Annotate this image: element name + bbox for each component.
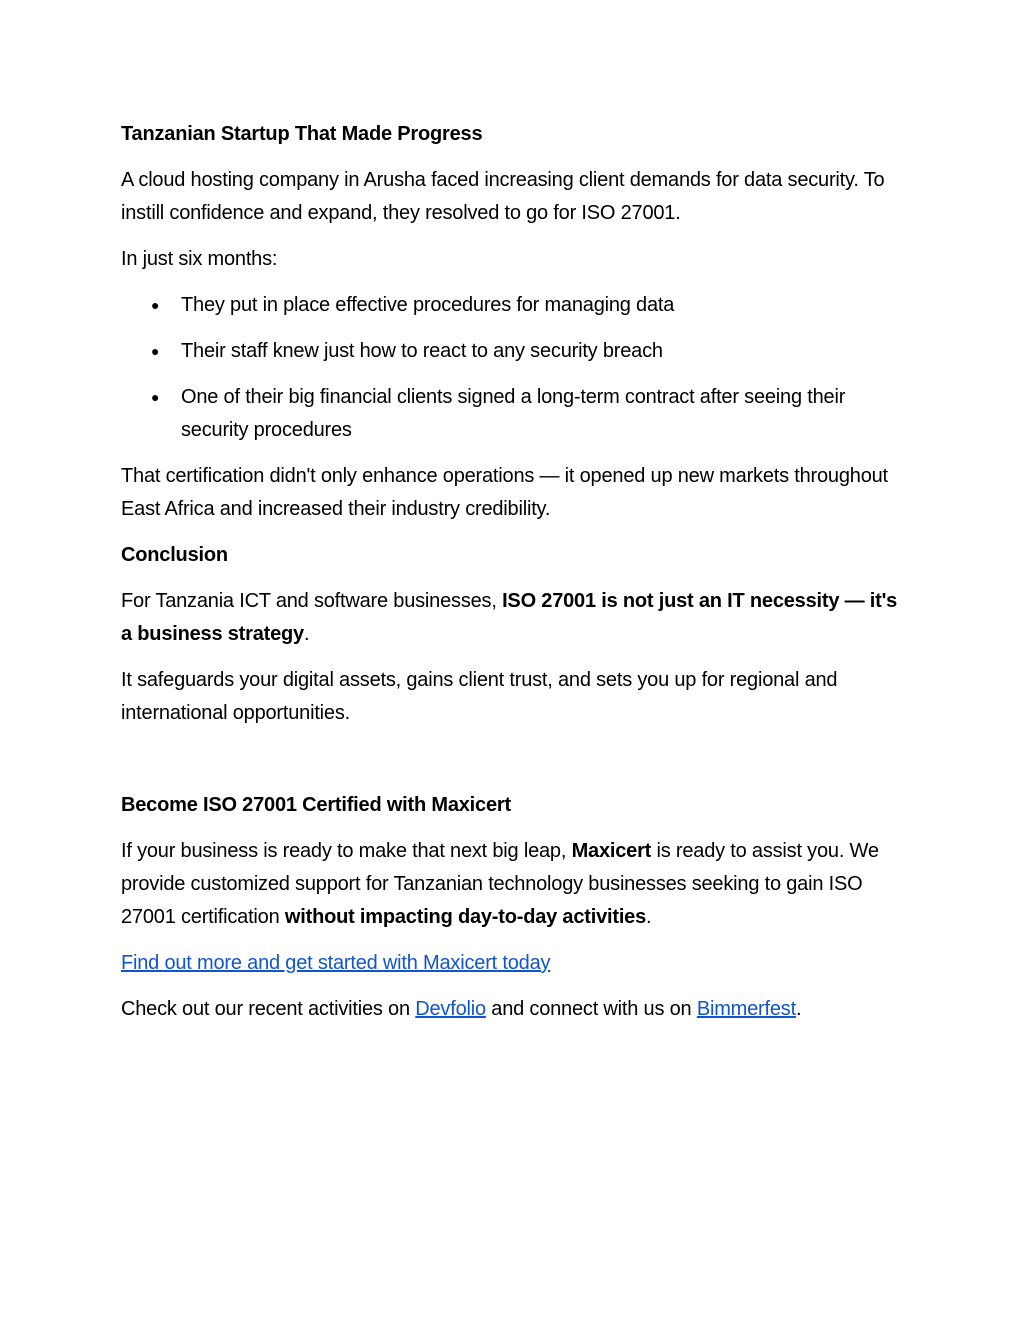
section-heading-conclusion: Conclusion xyxy=(121,544,228,566)
conclusion-p1-suffix: . xyxy=(303,623,310,645)
list-item-text: They put in place effective procedures for managing data xyxy=(181,294,675,316)
social-p2-suffix: . xyxy=(795,998,802,1020)
startup-intro-paragraph: A cloud hosting company in Arusha faced increasing client demands for data security. To instill confidence and expand, they resolved to go for ISO 27001. xyxy=(121,169,885,224)
conclusion-p1-emphasis: ISO 27001 is not just an IT necessity — it's a business strategy xyxy=(121,590,898,645)
bullet-icon: ● xyxy=(151,297,160,313)
social-p2-prefix: Check out our recent activities on xyxy=(121,998,416,1020)
list-item-text: One of their big financial clients signed a long-term contract after seeing their security procedures xyxy=(181,386,846,441)
list-item xyxy=(121,381,911,447)
cta-paragraph xyxy=(121,835,911,934)
cta-brand-name: Maxicert xyxy=(571,840,652,862)
cta-link-paragraph xyxy=(121,947,911,980)
bullet-icon: ● xyxy=(151,389,160,405)
devfolio-link[interactable]: Devfolio xyxy=(415,998,486,1020)
section-heading-cta: Become ISO 27001 Certified with Maxicert xyxy=(121,794,511,816)
section-heading-startup: Tanzanian Startup That Made Progress xyxy=(121,123,483,145)
certification-outcome-paragraph: That certification didn't only enhance operations — it opened up new markets throughout East Africa and increased their industry credibility. xyxy=(121,465,888,520)
document-body xyxy=(121,118,911,1039)
cta-emphasis: without impacting day-to-day activities xyxy=(284,906,647,928)
cta-p1-middle: is ready to assist you. We provide customized support for Tanzanian technology businesses seeking to gain ISO 27001 certification xyxy=(121,840,879,928)
list-item-text: Their staff knew just how to react to any security breach xyxy=(181,340,663,362)
conclusion-paragraph-1 xyxy=(121,585,911,651)
list-item xyxy=(121,335,911,368)
social-p2-middle: and connect with us on xyxy=(485,998,697,1020)
conclusion-p1-prefix: For Tanzania ICT and software businesses, xyxy=(121,590,503,612)
social-links-paragraph xyxy=(121,993,911,1026)
get-started-link[interactable]: Find out more and get started with Maxicert today xyxy=(121,952,551,974)
list-item xyxy=(121,289,911,322)
conclusion-paragraph-2: It safeguards your digital assets, gains client trust, and sets you up for regional and international opportunities. xyxy=(121,669,838,724)
cta-p1-prefix: If your business is ready to make that next big leap, xyxy=(121,840,572,862)
six-months-lead: In just six months: xyxy=(121,248,278,270)
bullet-icon: ● xyxy=(151,343,160,359)
achievements-list xyxy=(121,289,911,447)
cta-p1-suffix: . xyxy=(646,906,652,928)
bimmerfest-link[interactable]: Bimmerfest xyxy=(696,998,796,1020)
section-spacer xyxy=(121,743,911,789)
